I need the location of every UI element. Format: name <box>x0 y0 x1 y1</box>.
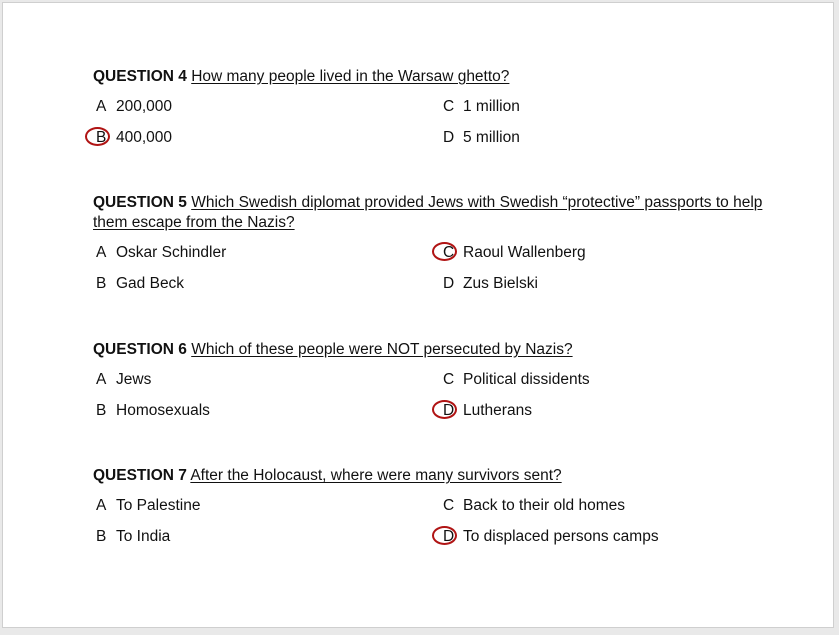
option-letter: C <box>443 371 455 388</box>
selected-answer-circle: C <box>440 243 463 263</box>
option-letter: A <box>96 244 107 261</box>
question-text: After the Holocaust, where were many survivors sent? <box>190 467 562 484</box>
option-letter: C <box>443 98 455 115</box>
option-text: 1 million <box>463 98 520 115</box>
option-text: Zus Bielski <box>463 275 538 292</box>
option-letter: B <box>96 402 107 419</box>
question-text: How many people lived in the Warsaw ghetto? <box>191 68 510 85</box>
option-letter: D <box>443 275 455 292</box>
option-text: Jews <box>116 371 152 388</box>
option-d[interactable] <box>440 527 659 547</box>
option-text: To Palestine <box>116 497 201 514</box>
answer-options <box>93 370 783 432</box>
option-b[interactable] <box>93 527 170 547</box>
option-text: To India <box>116 528 171 545</box>
question-6 <box>93 340 783 432</box>
question-heading <box>93 466 783 486</box>
option-b[interactable] <box>93 274 184 294</box>
question-text: Which of these people were NOT persecuted by Nazis? <box>191 341 573 358</box>
question-number: QUESTION 7 <box>93 467 187 484</box>
option-d[interactable] <box>440 401 532 421</box>
option-text: Back to their old homes <box>463 497 625 514</box>
option-text: Lutherans <box>463 402 532 419</box>
option-a[interactable] <box>93 496 200 516</box>
question-heading <box>93 67 783 87</box>
question-number: QUESTION 5 <box>93 194 187 211</box>
question-heading <box>93 193 783 233</box>
question-text: Which Swedish diplomat provided Jews with Swedish “protective” passports to help them escape from the Nazis? <box>93 194 763 231</box>
option-c[interactable] <box>440 243 586 263</box>
option-a[interactable] <box>93 97 172 117</box>
option-c[interactable] <box>440 97 520 117</box>
option-a[interactable] <box>93 243 226 263</box>
selected-answer-circle: B <box>93 128 116 148</box>
option-letter: C <box>443 497 455 514</box>
option-a[interactable] <box>93 370 151 390</box>
question-5 <box>93 193 783 305</box>
option-text: Raoul Wallenberg <box>463 244 586 261</box>
selected-answer-circle: D <box>440 527 463 547</box>
answer-options <box>93 243 783 305</box>
option-letter: B <box>96 275 107 292</box>
selected-answer-circle: D <box>440 401 463 421</box>
option-c[interactable] <box>440 370 590 390</box>
answer-options <box>93 496 783 558</box>
question-4 <box>93 67 783 159</box>
option-letter: A <box>96 98 107 115</box>
document-page <box>2 2 834 628</box>
option-text: Homosexuals <box>116 402 210 419</box>
answer-options <box>93 97 783 159</box>
question-number: QUESTION 6 <box>93 341 187 358</box>
option-text: 200,000 <box>116 98 173 115</box>
option-d[interactable] <box>440 128 520 148</box>
option-b[interactable] <box>93 401 210 421</box>
option-letter: B <box>96 528 107 545</box>
option-b[interactable] <box>93 128 172 148</box>
option-letter: D <box>443 129 455 146</box>
question-number: QUESTION 4 <box>93 68 187 85</box>
option-text: To displaced persons camps <box>463 528 659 545</box>
option-text: Oskar Schindler <box>116 244 227 261</box>
option-d[interactable] <box>440 274 538 294</box>
option-c[interactable] <box>440 496 625 516</box>
option-text: Gad Beck <box>116 275 185 292</box>
question-heading <box>93 340 783 360</box>
option-letter: A <box>96 371 107 388</box>
option-text: 400,000 <box>116 129 173 146</box>
option-text: 5 million <box>463 129 520 146</box>
question-7 <box>93 466 783 558</box>
option-text: Political dissidents <box>463 371 590 388</box>
option-letter: A <box>96 497 107 514</box>
